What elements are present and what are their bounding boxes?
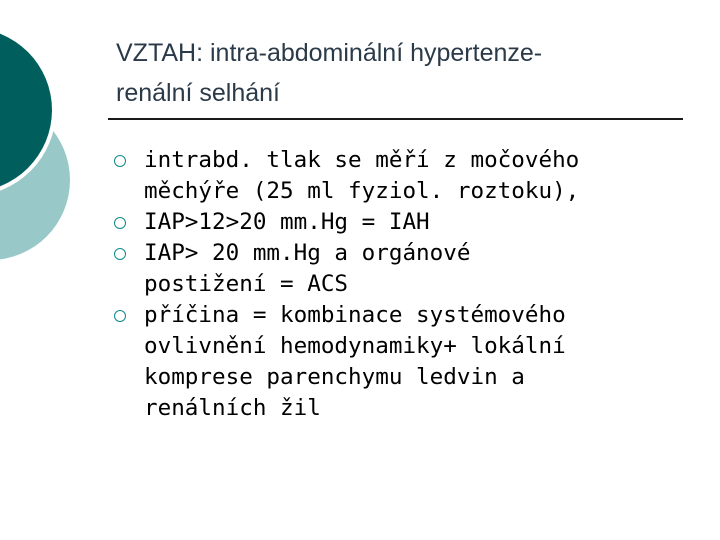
circle-bullet-icon [114,155,126,167]
bullet-text: příčina = kombinace systémového [144,302,566,328]
bullet-item [114,238,694,300]
bullet-text: ovlivnění hemodynamiky+ lokální [144,333,566,359]
bullet-item [114,145,694,207]
bullet-text: renálních žil [144,395,321,421]
bullet-item [114,300,694,424]
title-line: renální selhání [116,79,281,107]
bullet-text: komprese parenchymu ledvin a [144,364,525,390]
bullet-text: postižení = ACS [144,271,349,297]
title-line: VZTAH: intra-abdominální hypertenze- [116,39,543,67]
title-divider [108,118,683,120]
circle-bullet-icon [114,217,126,229]
bullet-text: IAP> 20 mm.Hg a orgánové [144,240,471,266]
decorative-circles [0,0,110,300]
bullet-text: IAP>12>20 mm.Hg = IAH [144,209,430,235]
bullet-list [114,145,694,424]
bullet-item [114,207,694,238]
slide-title [116,33,696,113]
circle-bullet-icon [114,310,126,322]
circle-bullet-icon [114,248,126,260]
bullet-text: měchýře (25 ml fyziol. roztoku), [144,178,580,204]
bullet-text: intrabd. tlak se měří z močového [144,147,580,173]
